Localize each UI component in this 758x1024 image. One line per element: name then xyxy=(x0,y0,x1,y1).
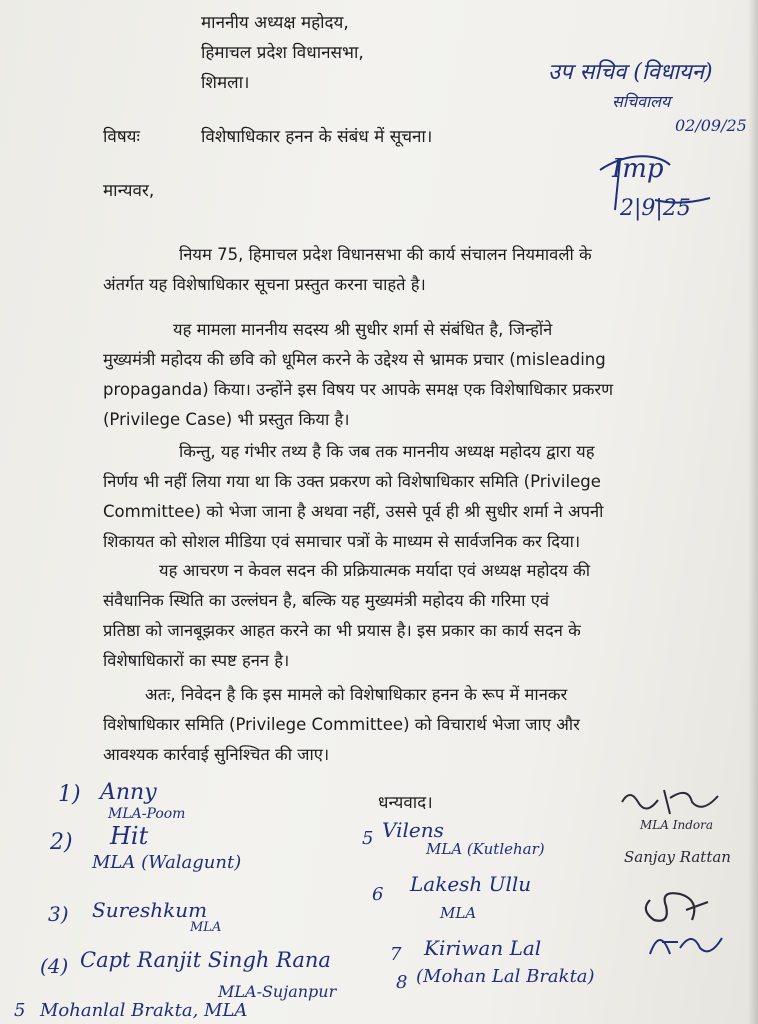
sig3-number: 3) xyxy=(48,902,69,926)
paragraph-line: मुख्यमंत्री महोदय की छवि को धूमिल करने के उद्देश्य से भ्रामक प्रचार (misleading xyxy=(103,350,606,369)
sig1-name: Anny xyxy=(100,780,157,805)
receipt-signature-mark xyxy=(560,140,720,220)
paragraph-line: निर्णय भी नहीं लिया गया था कि उक्त प्रकरण को विशेषाधिकार समिति (Privilege xyxy=(103,472,601,491)
paragraph-line: प्रतिष्ठा को जानबूझकर आहत करने का भी प्रयास है। इस प्रकार का कार्य सदन के xyxy=(103,621,581,640)
subject-text: विशेषाधिकार हनन के संबंध में सूचना। xyxy=(201,127,433,147)
receipt-initials: Imp xyxy=(612,154,664,184)
stamp-office: उप सचिव (विधायन) xyxy=(548,60,713,85)
stamp-date: 02/09/25 xyxy=(675,116,747,135)
sig2-designation: MLA (Walagunt) xyxy=(92,852,242,873)
paragraph-line: विशेषाधिकार समिति (Privilege Committee) को विचारार्थ भेजा जाए और xyxy=(103,715,580,734)
paragraph-line: शिकायत को सोशल मीडिया एवं समाचार पत्रों के माध्यम से सार्वजनिक कर दिया। xyxy=(103,532,581,551)
subject-label: विषयः xyxy=(103,127,140,147)
paragraph-line: यह मामला माननीय सदस्य श्री सुधीर शर्मा से संबंधित है, जिन्होंने xyxy=(173,320,553,339)
paragraph-2 xyxy=(103,315,613,435)
paragraph-3 xyxy=(103,437,603,557)
sig7-designation: MLA xyxy=(440,904,477,922)
sig5-number: 5 xyxy=(14,1000,26,1021)
address-line-3: शिमला। xyxy=(201,73,250,93)
paragraph-line: संवैधानिक स्थिति का उल्लंघन है, बल्कि यह मुख्यमंत्री महोदय की गरिमा एवं xyxy=(103,591,550,610)
paragraph-line: (Privilege Case) भी प्रस्तुत किया है। xyxy=(103,410,350,429)
paragraph-4 xyxy=(103,556,590,676)
sig4-number: (4) xyxy=(40,954,69,978)
sig8-number: 7 xyxy=(390,944,402,965)
sig11-name: Sanjay Rattan xyxy=(624,848,731,866)
salutation: मान्यवर, xyxy=(103,181,155,201)
paragraph-1 xyxy=(103,240,592,300)
sig4-name: Capt Ranjit Singh Rana xyxy=(80,948,331,972)
sig3-designation: MLA xyxy=(190,920,222,935)
address-line-1: माननीय अध्यक्ष महोदय, xyxy=(201,13,349,33)
paragraph-line: propaganda) किया। उन्होंने इस विषय पर आपके समक्ष एक विशेषाधिकार प्रकरण xyxy=(103,380,614,399)
paragraph-line: किन्तु, यह गंभीर तथ्य है कि जब तक माननीय अध्यक्ष महोदय द्वारा यह xyxy=(179,442,595,461)
closing: धन्यवाद। xyxy=(378,793,433,813)
page-edge-shadow xyxy=(748,0,758,1024)
sig1-designation: MLA-Poom xyxy=(108,806,186,822)
paragraph-line: विशेषाधिकारों का स्पष्ट हनन है। xyxy=(103,651,290,670)
sig3-name: Sureshkum xyxy=(92,898,208,922)
sig10-scribble xyxy=(618,784,728,824)
sig4-designation: MLA-Sujanpur xyxy=(218,982,337,1001)
sig10-name: MLA Indora xyxy=(640,818,714,832)
paragraph-line: यह आचरण न केवल सदन की प्रक्रियात्मक मर्यादा एवं अध्यक्ष महोदय की xyxy=(159,561,591,580)
address-line-2: हिमाचल प्रदेश विधानसभा, xyxy=(201,43,364,63)
paragraph-line: आवश्यक कार्रवाई सुनिश्चित की जाए। xyxy=(103,745,330,764)
paragraph-line: नियम 75, हिमाचल प्रदेश विधानसभा की कार्य संचालन नियमावली के xyxy=(179,245,592,264)
sig6-designation: MLA (Kutlehar) xyxy=(426,840,545,858)
sig7-name: Lakesh Ullu xyxy=(410,872,532,896)
sig2-number: 2) xyxy=(50,830,73,855)
paragraph-line: अंतर्गत यह विशेषाधिकार सूचना प्रस्तुत करना चाहते है। xyxy=(103,275,426,294)
sig1-number: 1) xyxy=(58,782,81,807)
sig6-name: Vilens xyxy=(382,818,444,842)
sig9-number: 8 xyxy=(396,972,408,993)
stamp-sub: सचिवालय xyxy=(612,92,671,111)
sig5-name: Mohanlal Brakta, MLA xyxy=(40,1000,248,1021)
sig9-name: (Mohan Lal Brakta) xyxy=(416,966,595,987)
paragraph-line: Committee) को भेजा जाना है अथवा नहीं, उससे पूर्व ही श्री सुधीर शर्मा ने अपनी xyxy=(103,502,604,521)
sig8-name: Kiriwan Lal xyxy=(424,936,542,960)
paragraph-line: अतः, निवेदन है कि इस मामले को विशेषाधिकार हनन के रूप में मानकर xyxy=(145,685,568,704)
paragraph-5 xyxy=(103,680,580,770)
sig6-number: 5 xyxy=(362,828,374,849)
sig2-name: Hit xyxy=(110,822,149,850)
receipt-date: 2|9|25 xyxy=(620,196,691,221)
signature-scribble-2 xyxy=(640,918,730,968)
sig7-number: 6 xyxy=(372,884,384,905)
